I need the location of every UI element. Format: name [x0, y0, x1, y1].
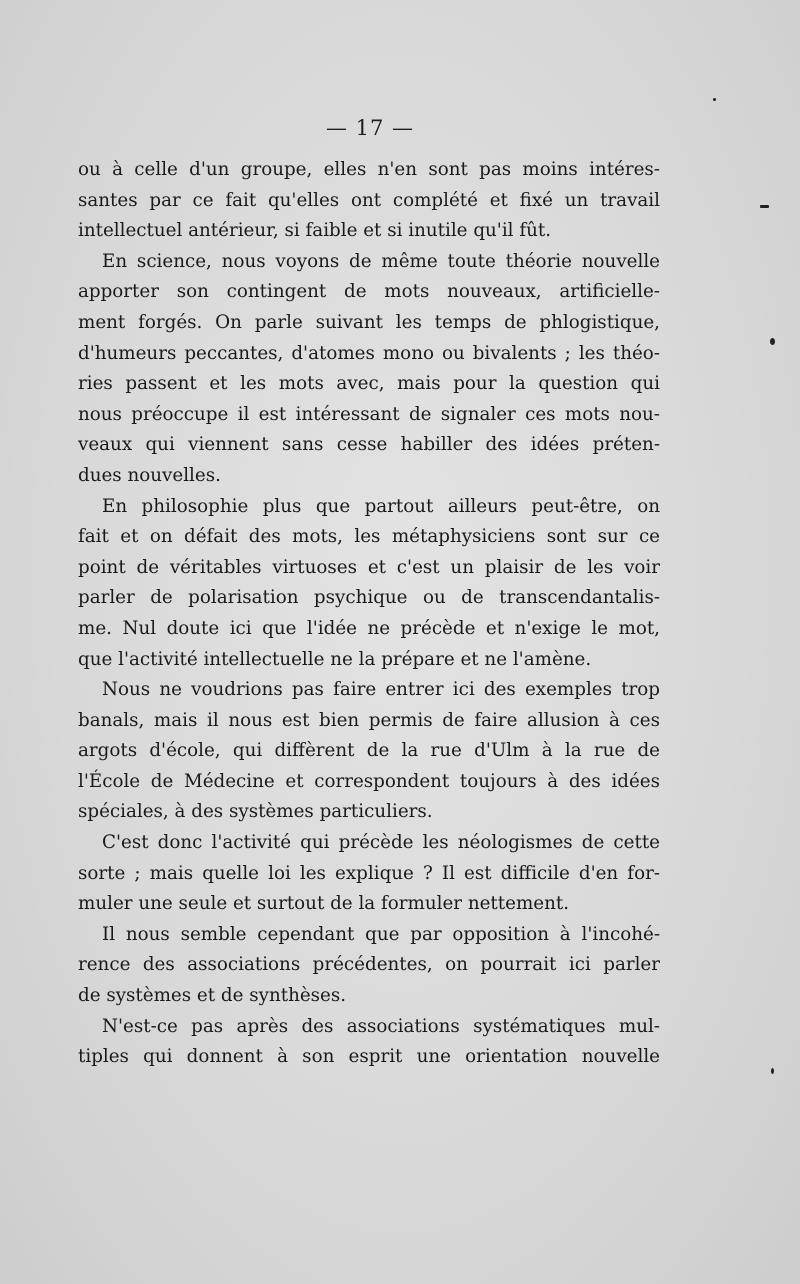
paragraph	[78, 247, 660, 492]
text-line: veaux qui viennent sans cesse habiller des idées préten-	[78, 434, 660, 456]
text-line: Nous ne voudrions pas faire entrer ici des exemples trop	[102, 679, 660, 701]
text-line: Il nous semble cependant que par opposition à l'incohé-	[102, 923, 660, 945]
paragraph	[78, 675, 660, 828]
ink-speck	[713, 98, 716, 101]
text-line: sorte ; mais quelle loi les explique ? Il est difficile d'en for-	[78, 862, 660, 884]
text-line: que l'activité intellectuelle ne la prépare et ne l'amène.	[78, 648, 592, 670]
paragraph	[78, 155, 660, 247]
text-line: argots d'école, qui diffèrent de la rue d'Ulm à la rue de	[78, 740, 660, 762]
text-line: ries passent et les mots avec, mais pour la question qui	[78, 373, 660, 395]
text-line: de systèmes et de synthèses.	[78, 985, 347, 1007]
text-line: l'École de Médecine et correspondent toujours à des idées	[78, 770, 660, 792]
text-line: En science, nous voyons de même toute théorie nouvelle	[102, 250, 660, 272]
page-number: — 17 —	[325, 116, 415, 140]
text-line: tiples qui donnent à son esprit une orientation nouvelle	[78, 1046, 660, 1068]
text-line: C'est donc l'activité qui précède les néologismes de cette	[102, 832, 660, 854]
text-line: intellectuel antérieur, si faible et si inutile qu'il fût.	[78, 220, 552, 242]
paragraph	[78, 828, 660, 920]
ink-speck	[760, 205, 769, 208]
text-line: fait et on défait des mots, les métaphysiciens sont sur ce	[78, 526, 660, 548]
text-line: nous préoccupe il est intéressant de signaler ces mots nou-	[78, 403, 660, 425]
text-line: dues nouvelles.	[78, 464, 221, 486]
text-line: rence des associations précédentes, on pourrait ici parler	[78, 954, 660, 976]
paragraph	[78, 1012, 660, 1073]
ink-speck	[770, 338, 775, 345]
text-line: banals, mais il nous est bien permis de faire allusion à ces	[78, 709, 660, 731]
body-text	[78, 155, 660, 1073]
text-line: ou à celle d'un groupe, elles n'en sont pas moins intéres-	[78, 159, 660, 180]
paragraph	[78, 492, 660, 676]
ink-speck	[771, 1068, 774, 1074]
text-line: me. Nul doute ici que l'idée ne précède et n'exige le mot,	[78, 617, 660, 639]
text-line: spéciales, à des systèmes particuliers.	[78, 801, 433, 823]
text-line: ment forgés. On parle suivant les temps de phlogistique,	[78, 311, 660, 333]
text-line: parler de polarisation psychique ou de transcendantalis-	[78, 587, 660, 609]
text-line: En philosophie plus que partout ailleurs peut-être, on	[102, 495, 660, 517]
text-line: d'humeurs peccantes, d'atomes mono ou bivalents ; les théo-	[78, 342, 660, 364]
text-line: N'est-ce pas après des associations systématiques mul-	[102, 1015, 660, 1037]
text-line: apporter son contingent de mots nouveaux, artificielle-	[78, 281, 660, 303]
text-line: muler une seule et surtout de la formuler nettement.	[78, 893, 570, 915]
text-line: point de véritables virtuoses et c'est un plaisir de les voir	[78, 556, 660, 578]
paragraph	[78, 920, 660, 1012]
text-line: santes par ce fait qu'elles ont complété et fixé un travail	[78, 189, 660, 211]
